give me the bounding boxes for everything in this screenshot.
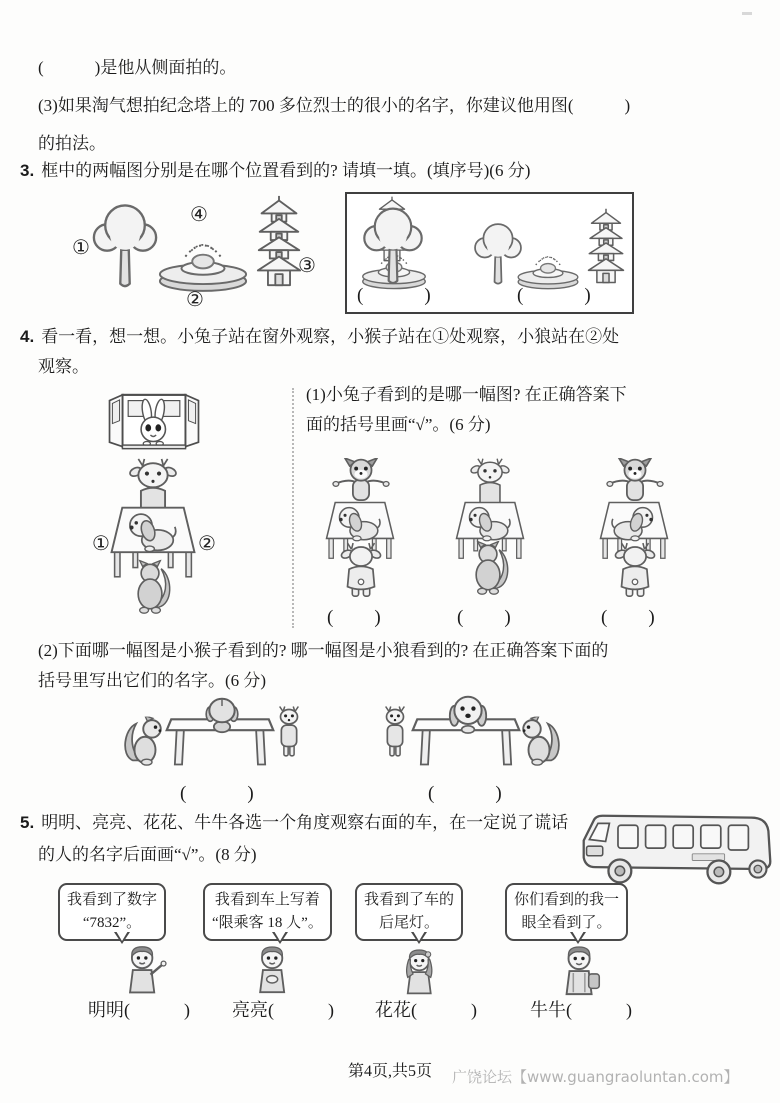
squirrel-back-illustration bbox=[130, 554, 176, 622]
q4-option-b bbox=[448, 458, 534, 626]
column-divider bbox=[292, 388, 294, 628]
fountain-illustration bbox=[156, 232, 250, 293]
squirrel-side-mirrored-illustration bbox=[518, 716, 560, 768]
q3-number: 3. bbox=[20, 161, 35, 180]
pagoda-illustration bbox=[256, 195, 302, 287]
squirrel-back-illustration bbox=[468, 540, 514, 598]
scan-artifact bbox=[742, 12, 752, 15]
tree-front-illustration bbox=[362, 206, 424, 286]
speech-bubble-mingming bbox=[58, 883, 166, 941]
q4-view2-bracket: ( ) bbox=[428, 783, 503, 804]
q3-label-tree: ① bbox=[72, 237, 90, 259]
child-huahua-illustration bbox=[398, 946, 444, 1000]
deer-back-illustration bbox=[612, 542, 658, 598]
answer-bracket: ( ) bbox=[124, 1000, 190, 1020]
dog-side-illustration bbox=[336, 504, 382, 542]
q4-position-2: ② bbox=[198, 533, 216, 555]
answer-bracket: ( ) bbox=[411, 1000, 477, 1020]
bubble-line: 眼全看到了。 bbox=[521, 915, 612, 932]
child-mingming-illustration bbox=[117, 944, 171, 998]
tree-illustration bbox=[92, 202, 158, 290]
q4-title-cont: 观察。 bbox=[38, 357, 89, 376]
fox-front-illustration bbox=[600, 458, 670, 505]
answer-line-huahua bbox=[375, 996, 477, 1022]
dog-side-illustration bbox=[466, 504, 512, 542]
q3-label-fountain-bottom: ② bbox=[186, 289, 204, 311]
bubble-line: 我看到了数字 bbox=[67, 892, 158, 908]
forum-watermark: 广饶论坛【www.guangraoluntan.com】 bbox=[452, 1068, 739, 1086]
q3-title bbox=[20, 160, 530, 182]
name-label: 明明 bbox=[88, 1000, 124, 1020]
name-label: 亮亮 bbox=[232, 1000, 268, 1020]
deer-standing-illustration bbox=[272, 704, 306, 760]
bubble-line: 我看到车上写着 bbox=[214, 892, 320, 908]
child-liangliang-illustration bbox=[250, 944, 298, 998]
q4-sub1-text-cont: 面的括号里画“√”。(6 分) bbox=[306, 415, 491, 434]
q4-sub1-text: (1)小兔子看到的是哪一幅图? 在正确答案下 bbox=[306, 385, 627, 404]
q4-view-image-1 bbox=[120, 700, 310, 808]
q4-title bbox=[20, 326, 619, 348]
answer-line-mingming bbox=[88, 996, 190, 1022]
name-label: 花花 bbox=[375, 1000, 411, 1020]
q4-option-c-bracket: ( ) bbox=[601, 607, 656, 628]
q3-answer-box bbox=[345, 192, 634, 314]
q4-view-image-2 bbox=[372, 700, 562, 808]
q3-bracket-2: ( ) bbox=[517, 285, 592, 306]
bubble-line: “7832”。 bbox=[82, 915, 142, 932]
q5-number: 5. bbox=[20, 813, 35, 832]
q4-title-text: 看一看，想一想。小兔子站在窗外观察，小猴子站在①处观察，小狼站在②处 bbox=[41, 327, 620, 346]
deer-standing-illustration bbox=[378, 704, 412, 760]
dog-front-head-illustration bbox=[448, 694, 488, 734]
q5-title-text: 明明、亮亮、花花、牛牛各选一个角度观察右面的车，在一定说了谎话 bbox=[41, 813, 569, 832]
q4-view1-bracket: ( ) bbox=[180, 783, 255, 804]
speech-bubble-huahua bbox=[355, 883, 463, 941]
q4-sub2-text-cont: 括号里写出它们的名字。(6 分) bbox=[38, 671, 267, 690]
q3-label-fountain-top: ④ bbox=[190, 204, 208, 226]
q3-label-pagoda: ③ bbox=[298, 255, 316, 277]
bubble-line: “限乘客 18 人”。 bbox=[212, 915, 323, 932]
answer-line-niuniu bbox=[530, 996, 632, 1022]
bubble-line: 你们看到的我一 bbox=[514, 892, 620, 908]
q4-option-b-bracket: ( ) bbox=[457, 607, 512, 628]
pagoda-row-illustration bbox=[587, 206, 625, 286]
q2-sub3-text: (3)如果淘气想拍纪念塔上的 700 多位烈士的很小的名字，你建议他用图( ) bbox=[38, 96, 631, 115]
bus-illustration bbox=[578, 808, 776, 892]
q5-title-cont: 的人的名字后面画“√”。(8 分) bbox=[38, 845, 257, 864]
window-rabbit-illustration bbox=[106, 392, 202, 458]
q5-title bbox=[20, 812, 568, 834]
q4-position-1: ① bbox=[92, 533, 110, 555]
dog-on-table-illustration bbox=[126, 510, 178, 553]
speech-bubble-liangliang bbox=[203, 883, 332, 941]
fox-front-illustration bbox=[326, 458, 396, 505]
q4-option-c bbox=[592, 458, 678, 626]
q3-bracket-1: ( ) bbox=[357, 285, 432, 306]
deer-back-illustration bbox=[338, 542, 384, 598]
child-niuniu-illustration bbox=[556, 944, 606, 1000]
dog-back-head-illustration bbox=[202, 696, 242, 734]
speech-bubble-niuniu bbox=[505, 883, 628, 941]
name-label: 牛牛 bbox=[530, 1000, 566, 1020]
bubble-line: 后尾灯。 bbox=[379, 915, 440, 932]
answer-line-liangliang bbox=[232, 996, 334, 1022]
q2-sub3-text-cont: 的拍法。 bbox=[38, 134, 106, 153]
squirrel-side-illustration bbox=[124, 716, 166, 768]
deer-front-illustration bbox=[464, 458, 516, 505]
q4-sub2-text: (2)下面哪一幅图是小猴子看到的? 哪一幅图是小狼看到的? 在正确答案下面的 bbox=[38, 641, 609, 660]
q4-number: 4. bbox=[20, 327, 35, 346]
dog-side-mirrored-illustration bbox=[610, 504, 656, 542]
bubble-line: 我看到了车的 bbox=[364, 892, 455, 908]
answer-bracket: ( ) bbox=[566, 1000, 632, 1020]
q4-option-a-bracket: ( ) bbox=[327, 607, 382, 628]
q2-line-side-view: ( )是他从侧面拍的。 bbox=[38, 58, 237, 77]
answer-bracket: ( ) bbox=[268, 1000, 334, 1020]
q3-title-text: 框中的两幅图分别是在哪个位置看到的? 请填一填。(填序号)(6 分) bbox=[41, 161, 531, 180]
page-number: 第4页,共5页 bbox=[347, 1063, 432, 1080]
q4-option-a bbox=[318, 458, 404, 626]
